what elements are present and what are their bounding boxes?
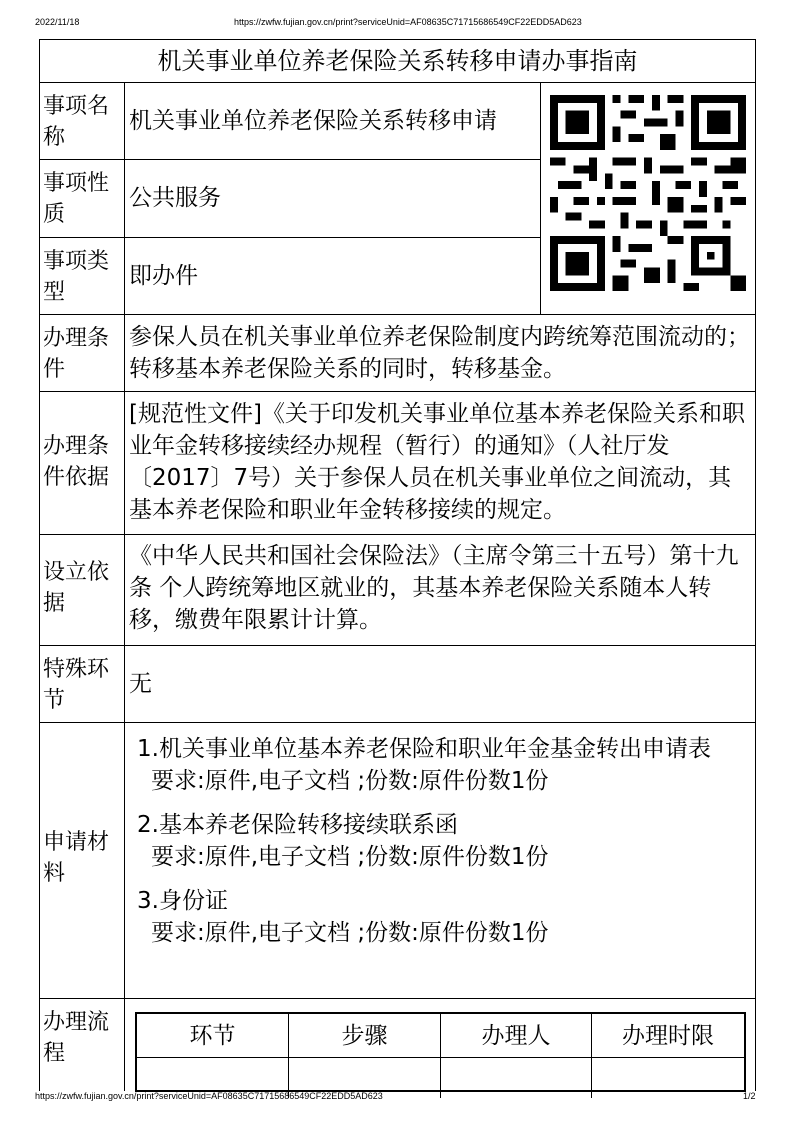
- print-url-footer: https://zwfw.fujian.gov.cn/print?serviceUnid=AF08635C71715686549CF22EDD5AD623: [35, 1091, 383, 1101]
- material-name: 3.身份证: [137, 888, 228, 914]
- label-materials: 申请材料: [39, 723, 125, 999]
- label-item-type: 事项类型: [39, 238, 125, 315]
- process-header-time-limit: 办理时限: [592, 1014, 744, 1058]
- label-conditions: 办理条件: [39, 315, 125, 392]
- label-process: 办理流程: [39, 999, 125, 1091]
- material-item: [137, 885, 747, 949]
- material-requirement: 要求:原件,电子文档 ;份数:原件份数1份: [151, 768, 549, 794]
- material-name: 2.基本养老保险转移接续联系函: [137, 812, 458, 838]
- process-header-stage: 环节: [137, 1014, 289, 1058]
- qr-code: [550, 95, 746, 291]
- value-legal-basis: 《中华人民共和国社会保险法》（主席令第三十五号）第十九条 个人跨统筹地区就业的，其基本养老保险关系随本人转移，缴费年限累计计算。: [125, 535, 756, 646]
- materials-list: [125, 723, 756, 999]
- value-conditions-basis: [规范性文件]《关于印发机关事业单位基本养老保险关系和职业年金转移接续经办规程（暂行）的通知》（人社厅发〔2017〕7号）关于参保人员在机关事业单位之间流动，其基本养老保险和职业年金转移接续的规定。: [125, 392, 756, 535]
- process-table: [135, 1012, 746, 1092]
- material-name: 1.机关事业单位基本养老保险和职业年金基金转出申请表: [137, 736, 711, 762]
- process-cell: [441, 1058, 592, 1098]
- material-item: [137, 733, 747, 797]
- material-item: [137, 809, 747, 873]
- label-special-steps: 特殊环节: [39, 646, 125, 723]
- material-requirement: 要求:原件,电子文档 ;份数:原件份数1份: [151, 920, 549, 946]
- label-item-name: 事项名称: [39, 83, 125, 160]
- value-special-steps: 无: [125, 646, 756, 723]
- page-number: 1/2: [743, 1091, 756, 1101]
- print-date: 2022/11/18: [35, 17, 80, 27]
- label-legal-basis: 设立依据: [39, 535, 125, 646]
- guide-title: 机关事业单位养老保险关系转移申请办事指南: [39, 39, 756, 83]
- process-header-step: 步骤: [289, 1014, 441, 1058]
- value-item-nature: 公共服务: [125, 160, 541, 238]
- value-item-name: 机关事业单位养老保险关系转移申请: [125, 83, 541, 160]
- value-item-type: 即办件: [125, 238, 541, 315]
- value-conditions: 参保人员在机关事业单位养老保险制度内跨统筹范围流动的；转移基本养老保险关系的同时，转移基金。: [125, 315, 756, 392]
- label-conditions-basis: 办理条件依据: [39, 392, 125, 535]
- process-header-handler: 办理人: [441, 1014, 592, 1058]
- material-requirement: 要求:原件,电子文档 ;份数:原件份数1份: [151, 844, 549, 870]
- qr-code-cell: [541, 83, 756, 315]
- print-url-header: https://zwfw.fujian.gov.cn/print?serviceUnid=AF08635C71715686549CF22EDD5AD623: [234, 17, 582, 27]
- label-item-nature: 事项性质: [39, 160, 125, 238]
